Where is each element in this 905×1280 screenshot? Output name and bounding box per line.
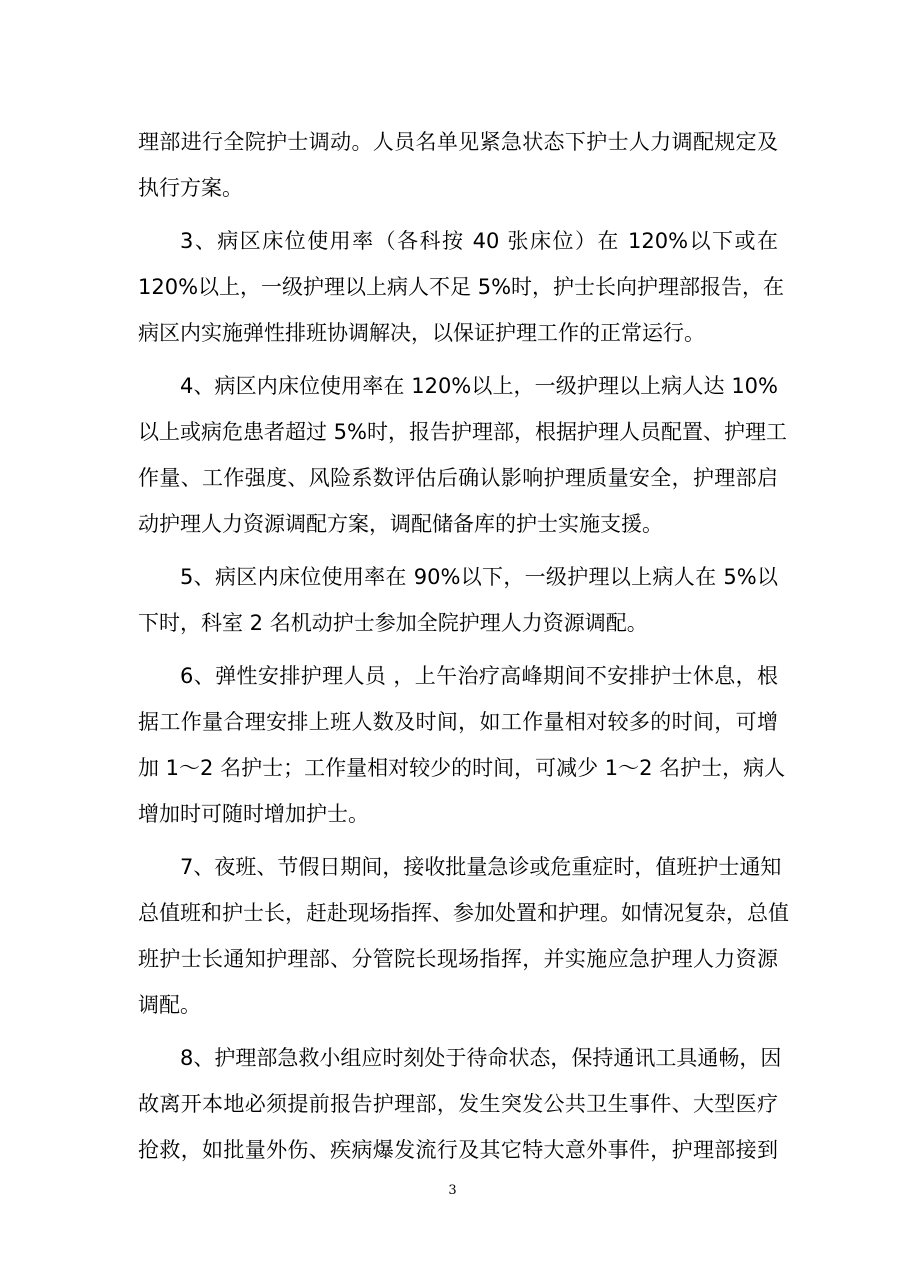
text-line: 6、弹性安排护理人员 ，上午治疗高峰期间不安排护士休息，根 — [180, 664, 778, 688]
text-line: 动护理人力资源调配方案，调配储备库的护士实施支援。 — [138, 512, 663, 536]
text-line: 故离开本地必须提前报告护理部，发生突发公共卫生事件、大型医疗 — [138, 1092, 778, 1116]
text-line: 增加时可随时增加护士。 — [138, 802, 369, 826]
page-number: 3 — [448, 1183, 457, 1198]
text-line: 班护士长通知护理部、分管院长现场指挥，并实施应急护理人力资源 — [138, 947, 778, 971]
text-line: 加 1～2 名护士；工作量相对较少的时间，可减少 1～2 名护士，病人 — [138, 756, 786, 780]
text-line: 120%以上，一级护理以上病人不足 5%时，护士长向护理部报告，在 — [138, 275, 785, 299]
text-line: 5、病区内床位使用率在 90%以下，一级护理以上病人在 5%以 — [180, 565, 778, 589]
text-line: 总值班和护士长，赶赴现场指挥、参加处置和护理。如情况复杂，总值 — [138, 901, 789, 925]
text-line: 病区内实施弹性排班协调解决，以保证护理工作的正常运行。 — [138, 321, 705, 345]
text-line: 抢救，如批量外伤、疾病爆发流行及其它特大意外事件，护理部接到 — [138, 1138, 778, 1162]
text-line: 3、病区床位使用率（各科按 40 张床位）在 120%以下或在 — [180, 229, 778, 253]
text-line: 作量、工作强度、风险系数评估后确认影响护理质量安全，护理部启 — [138, 466, 778, 490]
text-line: 理部进行全院护士调动。人员名单见紧急状态下护士人力调配规定及 — [138, 130, 778, 154]
text-line: 调配。 — [138, 993, 201, 1017]
text-line: 7、夜班、节假日期间，接收批量急诊或危重症时，值班护士通知 — [180, 855, 782, 879]
text-line: 据工作量合理安排上班人数及时间，如工作量相对较多的时间，可增 — [138, 710, 778, 734]
text-line: 下时，科室 2 名机动护士参加全院护理人力资源调配。 — [138, 611, 648, 635]
text-line: 以上或病危患者超过 5%时，报告护理部，根据护理人员配置、护理工 — [138, 420, 787, 444]
text-line: 4、病区内床位使用率在 120%以上，一级护理以上病人达 10% — [180, 374, 778, 398]
text-line: 执行方案。 — [138, 176, 243, 200]
text-line: 8、护理部急救小组应时刻处于待命状态，保持通讯工具通畅，因 — [180, 1046, 782, 1070]
